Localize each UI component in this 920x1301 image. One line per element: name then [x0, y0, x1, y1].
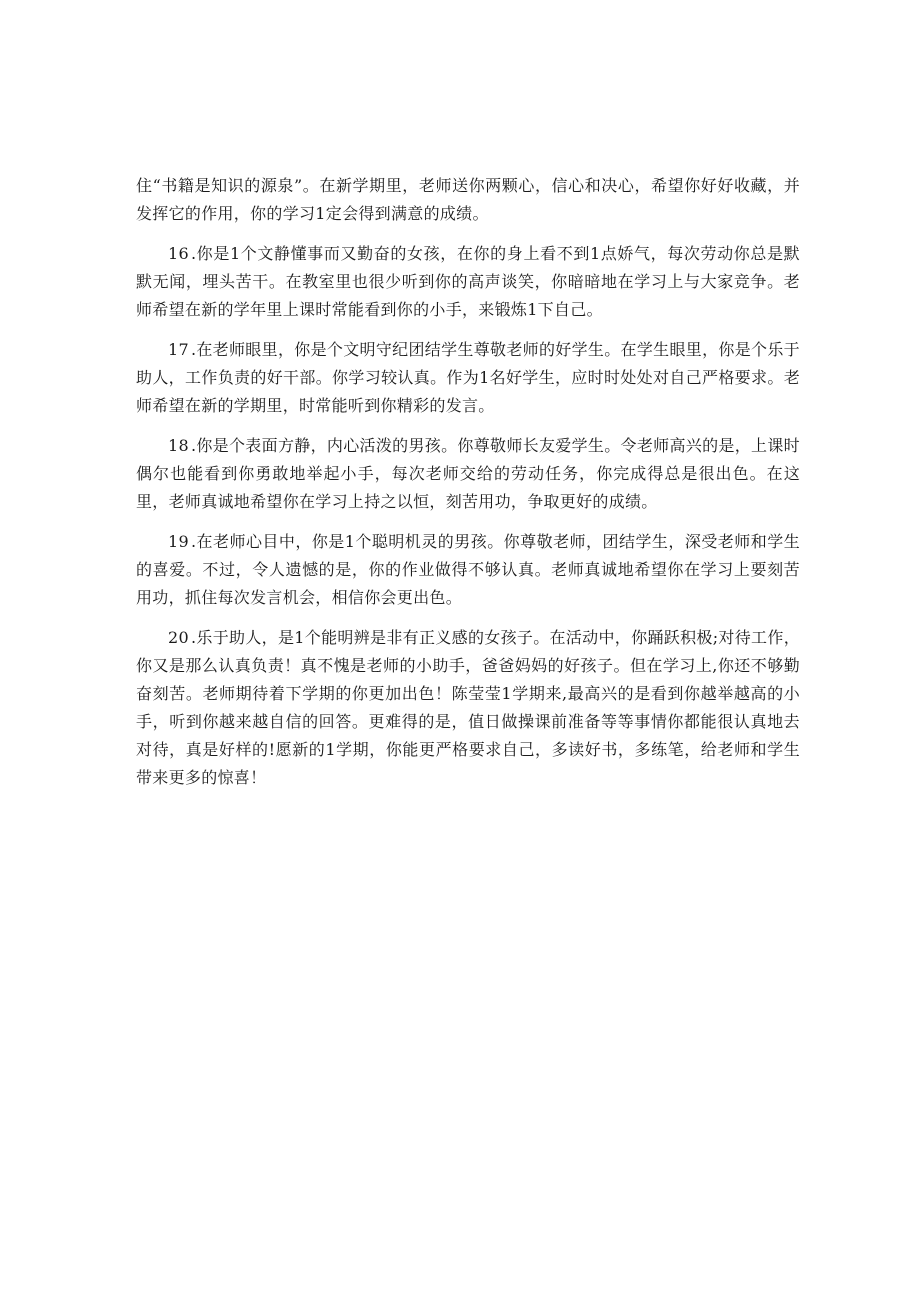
paragraph-text: .你是1个文静懂事而又勤奋的女孩，在你的身上看不到1点娇气，每次劳动你总是默默无闻，埋头苦干。在教室里也很少听到你的高声谈笑，你暗暗地在学习上与大家竞争。老师希望在新的学年里上课时常能看到你的小手，来锻炼1下自己。: [136, 244, 800, 319]
paragraph-number: 18: [168, 436, 189, 455]
paragraph-continuation: [136, 172, 800, 228]
paragraph-text: .在老师心目中，你是1个聪明机灵的男孩。你尊敬老师，团结学生，深受老师和学生的喜爱。不过，令人遗憾的是，你的作业做得不够认真。老师真诚地希望你在学习上要刻苦用功，抓住每次发言机会，相信你会更出色。: [136, 532, 800, 607]
paragraph-text: .你是个表面方静，内心活泼的男孩。你尊敬师长友爱学生。令老师高兴的是，上课时偶尔也能看到你勇敢地举起小手，每次老师交给的劳动任务，你完成得总是很出色。在这里，老师真诚地希望你在学习上持之以恒，刻苦用功，争取更好的成绩。: [136, 436, 800, 511]
paragraph-number: 17: [168, 340, 189, 359]
paragraph-text: .乐于助人，是1个能明辨是非有正义感的女孩子。在活动中，你踊跃积极;对待工作，你又是那么认真负责！真不愧是老师的小助手，爸爸妈妈的好孩子。但在学习上,你还不够勤奋刻苦。老师期待着下学期的你更加出色！陈莹莹1学期来,最高兴的是看到你越举越高的小手，听到你越来越自信的回答。更难得的是，值日做操课前准备等等事情你都能很认真地去对待，真是好样的!愿新的1学期，你能更严格要求自己，多读好书，多练笔，给老师和学生带来更多的惊喜！: [136, 628, 800, 787]
paragraph-number: 16: [168, 244, 189, 263]
paragraph-20: [136, 624, 800, 792]
paragraph-16: [136, 240, 800, 324]
paragraph-number: 19: [168, 532, 189, 551]
paragraph-19: [136, 528, 800, 612]
paragraph-17: [136, 336, 800, 420]
document-body: [136, 172, 800, 804]
paragraph-18: [136, 432, 800, 516]
paragraph-number: 20: [168, 628, 189, 647]
paragraph-text: 住“书籍是知识的源泉”。在新学期里，老师送你两颗心，信心和决心，希望你好好收藏，并发挥它的作用，你的学习1定会得到满意的成绩。: [136, 176, 800, 223]
paragraph-text: .在老师眼里，你是个文明守纪团结学生尊敬老师的好学生。在学生眼里，你是个乐于助人，工作负责的好干部。你学习较认真。作为1名好学生，应时时处处对自己严格要求。老师希望在新的学期里，时常能听到你精彩的发言。: [136, 340, 800, 415]
